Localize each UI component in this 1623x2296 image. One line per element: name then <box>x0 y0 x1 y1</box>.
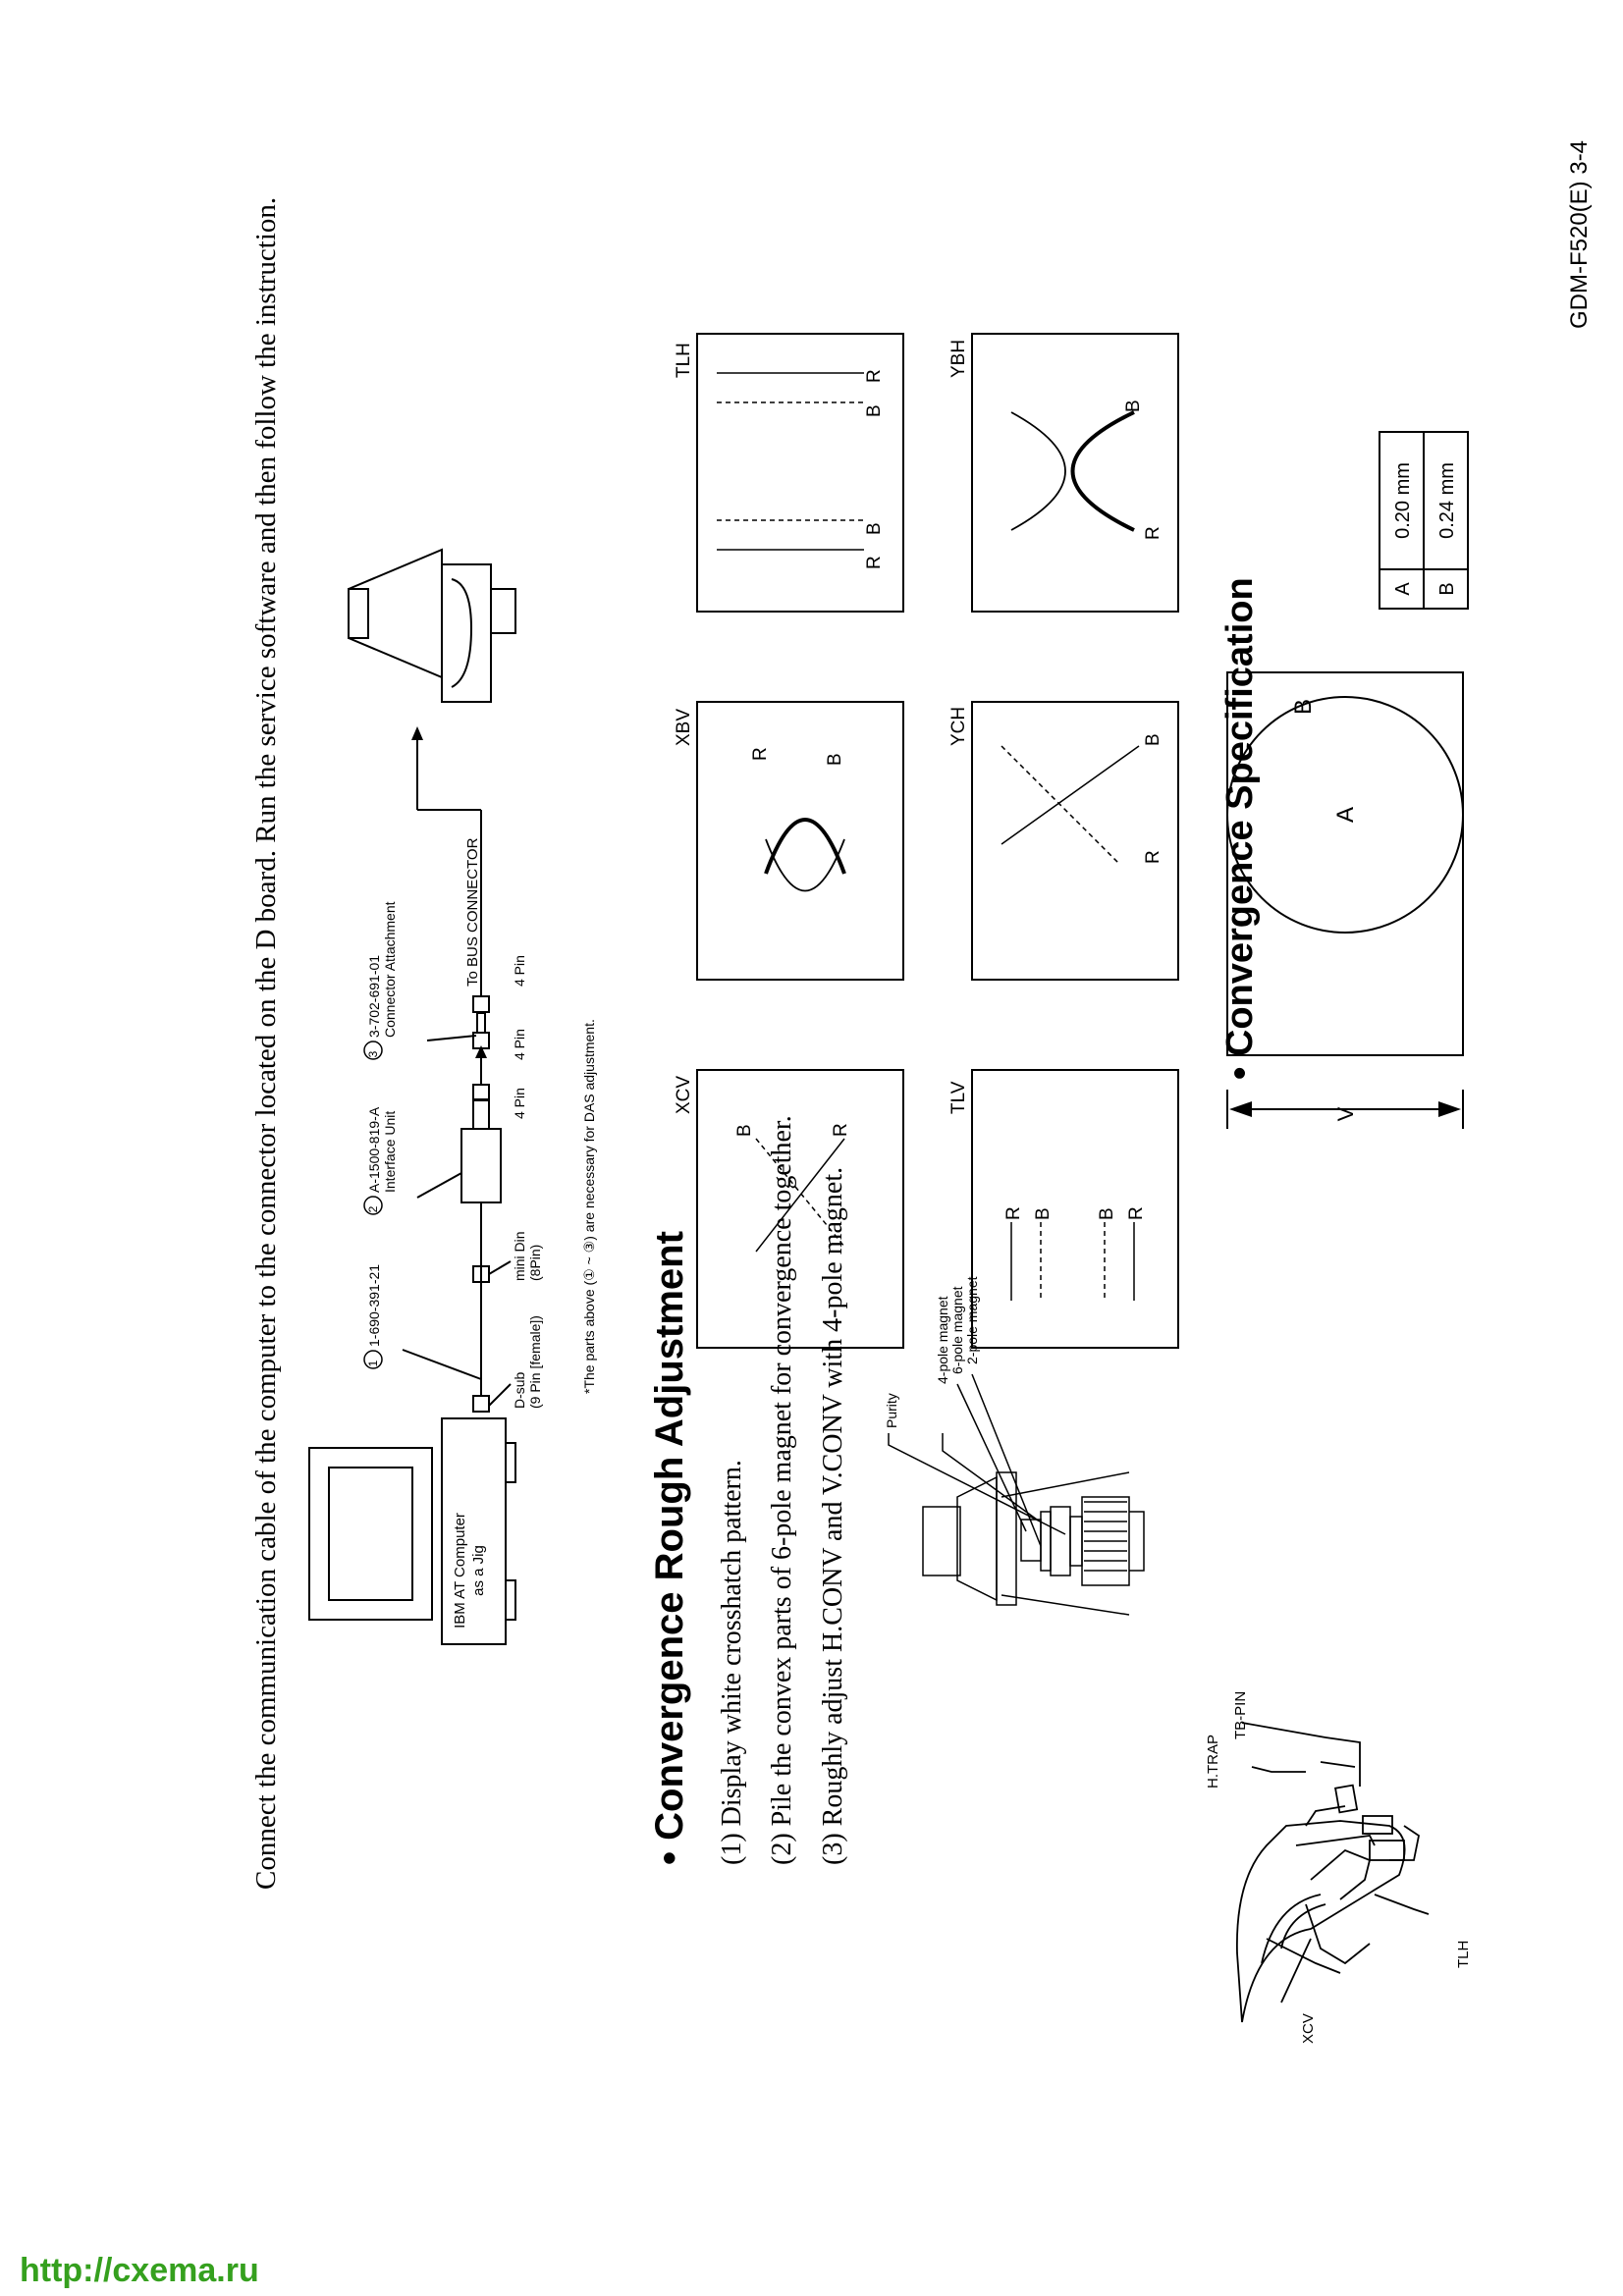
pin-label-b: 4 Pin <box>512 1029 527 1060</box>
site-link[interactable]: http://cxema.ru <box>20 2252 259 2289</box>
tlv-pattern <box>1011 1222 1134 1301</box>
box-xbv <box>697 702 903 980</box>
tlh-r1: R <box>864 369 885 383</box>
xcv-yoke-label: XCV <box>1300 2013 1317 2044</box>
circle-3-num: 3 <box>366 1050 380 1058</box>
part3-name: Connector Attachment <box>382 901 398 1038</box>
rough-step-2: (2) Pile the convex parts of 6-pole magnet for convergence together. <box>767 1115 797 1865</box>
spec-row-b-value: 0.24 mm <box>1436 462 1458 539</box>
bus-label: To BUS CONNECTOR <box>464 837 481 987</box>
box-xcv <box>697 1070 903 1348</box>
pattern-boxes <box>697 334 1178 1348</box>
yoke-drawing <box>1237 1723 1429 2022</box>
ybh-pattern <box>1011 412 1134 530</box>
ych-title: YCH <box>948 706 969 746</box>
dsub-connector <box>473 1396 489 1412</box>
ybh-title: YBH <box>948 339 969 378</box>
spec-heading: • Convergence Specification <box>1219 577 1261 1080</box>
part2-name: Interface Unit <box>382 1110 398 1193</box>
circle-2-num: 2 <box>366 1205 380 1213</box>
ybh-r: R <box>1143 526 1163 540</box>
tlh-b2: B <box>864 522 885 535</box>
tlv-r2: R <box>1126 1206 1147 1220</box>
interface-unit <box>461 1129 501 1202</box>
tlv-b2: B <box>1097 1207 1117 1220</box>
intro-text: Connect the communication cable of the computer to the connector located on the D board. Run the service software and then follow the instruction. <box>250 196 282 1890</box>
spec-row-b-key: B <box>1436 582 1458 596</box>
spec-a-label: A <box>1332 806 1359 824</box>
two-pole-label: 2-pole magnet <box>964 1276 980 1364</box>
xbv-title: XBV <box>674 708 694 746</box>
v-arrow-head-bottom <box>1438 1101 1461 1117</box>
tlh-b1: B <box>864 404 885 417</box>
box-ybh <box>972 334 1178 612</box>
tlv-title: TLV <box>948 1081 969 1114</box>
magnet-assembly <box>889 1374 1144 1615</box>
spec-row-a-value: 0.20 mm <box>1392 462 1414 539</box>
dsub-label-2: (9 Pin [female]) <box>527 1315 543 1409</box>
spec-v-label: V <box>1333 1106 1358 1122</box>
htrap-label: H.TRAP <box>1205 1734 1221 1789</box>
v-arrow-head-top <box>1229 1101 1252 1117</box>
tbpin-label: TB-PIN <box>1232 1690 1249 1739</box>
part2-num: A-1500-819-A <box>366 1106 382 1193</box>
four-pole-label: 4-pole magnet <box>935 1296 950 1384</box>
spec-b-label: B <box>1290 698 1317 716</box>
dsub-label-1: D-sub <box>512 1371 527 1409</box>
tlh-yoke-label: TLH <box>1455 1940 1472 1968</box>
computer-label-2: as a Jig <box>470 1545 487 1596</box>
ych-pattern <box>1001 746 1139 864</box>
part3-num: 3-702-691-01 <box>366 954 382 1038</box>
pin-label-c: 4 Pin <box>512 955 527 987</box>
spec-row-a-key: A <box>1392 582 1414 596</box>
spec-diagram <box>1227 432 1468 1129</box>
tlh-pattern <box>717 373 864 550</box>
six-pole-label: 6-pole magnet <box>949 1286 965 1374</box>
rough-step-3: (3) Roughly adjust H.CONV and V.CONV with 4-pole magnet. <box>818 1166 848 1865</box>
spec-heading-text: Convergence Specification <box>1219 577 1261 1057</box>
minidin-label-2: (8Pin) <box>527 1244 543 1281</box>
ybh-b: B <box>1123 400 1144 412</box>
circle-1-num: 1 <box>366 1360 380 1367</box>
xcv-b: B <box>734 1124 755 1137</box>
part1-label: 1-690-391-21 <box>366 1263 382 1347</box>
xbv-b: B <box>825 753 845 766</box>
xcv-pattern <box>756 1139 844 1252</box>
computer-label-1: IBM AT Computer <box>452 1513 468 1629</box>
ych-b: B <box>1143 733 1163 746</box>
xcv-title: XCV <box>674 1075 694 1114</box>
purity-label: Purity <box>884 1393 899 1428</box>
pin-label-a: 4 Pin <box>512 1088 527 1119</box>
page-id: GDM-F520(E) 3-4 <box>1566 139 1593 329</box>
xbv-pattern <box>766 820 844 891</box>
tlv-b1: B <box>1033 1207 1054 1220</box>
rough-step-1: (1) Display white crosshatch pattern. <box>717 1460 747 1865</box>
xcv-r: R <box>831 1123 851 1137</box>
das-note: *The parts above (① ~ ③) are necessary for DAS adjustment. <box>581 1019 597 1394</box>
tlv-r1: R <box>1003 1206 1024 1220</box>
crt-neck <box>349 550 442 677</box>
computer-monitor <box>309 1448 432 1620</box>
rough-heading: • Convergence Rough Adjustment <box>648 1231 691 1865</box>
ych-r: R <box>1143 850 1163 864</box>
rough-heading-text: Convergence Rough Adjustment <box>648 1231 691 1841</box>
tlh-r2: R <box>864 556 885 569</box>
connection-diagram <box>309 550 515 1644</box>
tlh-title: TLH <box>674 343 694 378</box>
xbv-r: R <box>750 747 771 761</box>
minidin-label-1: mini Din <box>512 1231 527 1281</box>
